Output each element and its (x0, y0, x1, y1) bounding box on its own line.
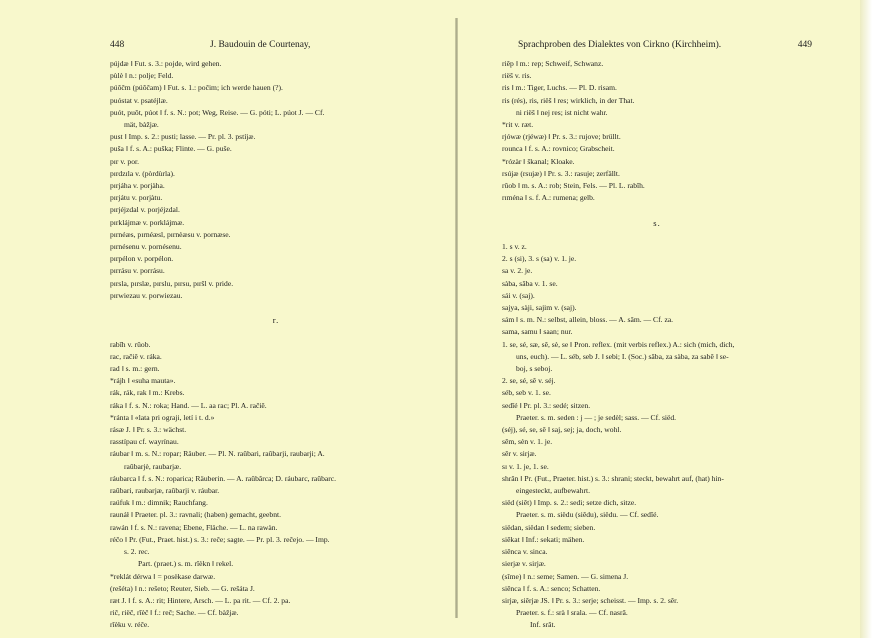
dictionary-line: sajya, sàji, sajim v. (saj). (502, 303, 577, 313)
dictionary-line: pújdæ ‖ Fut. s. 3.: pojde, wird gehen. (110, 59, 222, 68)
dictionary-line: raûbari, raubarjæ, raûbarji v. ráubar. (110, 486, 220, 496)
dictionary-line: *rit v. ræt. (502, 120, 534, 130)
dictionary-line: ris (rés), ris, riëš ‖ res; wirklich, in der That. (502, 95, 635, 105)
dictionary-line: pɪrwiezau v. porwiezau. (110, 290, 183, 300)
dictionary-line: rad ‖ s. m.: gern. (110, 364, 160, 374)
dictionary-line: siëdan, siëdan ‖ sedem; sieben. (502, 522, 596, 532)
dictionary-line: boj, s seboj. (516, 364, 553, 374)
dictionary-line: rasstípau cf. wayrínau. (110, 437, 179, 447)
blank-line (110, 302, 442, 314)
dictionary-line: séb, seb v. 1. se. (502, 388, 551, 398)
right-running-head: Sprachproben des Dialektes von Cirkno (Kirchheim). (518, 40, 722, 50)
left-running-head: J. Baudouin de Courtenay, (210, 40, 311, 50)
left-page-number: 448 (110, 40, 125, 50)
dictionary-line: rûob ‖ m. s. A.: rob; Stein, Fels. — Pl. L. rabîh. (502, 181, 645, 191)
dictionary-line: rɪména ‖ s. f. A.: rumena; gelb. (502, 193, 595, 203)
dictionary-line: pɪrdzɪla v. (pòrdùrla). (110, 168, 175, 178)
dictionary-line: s. 2. rec. (124, 547, 150, 557)
dictionary-line: *rájh ‖ «suha mauta». (110, 376, 176, 386)
dictionary-line: sirjæ, siêrjæ JS. ‖ Pr. s. 3.: serje; scheisst. — Imp. s. 2. sêr. (502, 595, 679, 605)
dictionary-line: eingesteckt, aufbewahrt. (516, 486, 591, 496)
dictionary-line: rásæ J. ‖ Pr. s. 3.: wächst. (110, 425, 187, 435)
dictionary-line: ráubarca ‖ f. s. N.: roparica; Räuberin. — A. raûbârca; D. ráubarc, raûbarc. (110, 473, 337, 483)
blank-line (110, 326, 442, 338)
scan-edge (860, 0, 872, 638)
section-heading: r. (272, 315, 280, 326)
dictionary-line: Praeter. s. f.: srà ‖ srala. — Cf. nasrâ. (516, 608, 628, 618)
dictionary-line: sierjæ v. sirjæ. (502, 559, 546, 569)
dictionary-line: 1. s v. z. (502, 242, 527, 252)
dictionary-line: *rózàr ‖ škanal; Kloake. (502, 156, 575, 166)
dictionary-line: raúfuk ‖ m.: dimnik; Rauchfang. (110, 498, 208, 508)
dictionary-line: puóstat v. psatéjlæ. (110, 95, 168, 105)
blank-line (502, 204, 812, 216)
dictionary-line: mät, bàžjæ. (124, 120, 159, 130)
dictionary-line: réčo ‖ Pr. (Fut., Praet. hist.) s. 3.: reče; sagte. — Pr. pl. 3. rečejo. — Imp. (110, 534, 330, 544)
dictionary-line: (rešéta) ‖ n.: rešeto; Reuter, Sieb. — G. rešáta J. (110, 583, 255, 593)
dictionary-line: siênca ‖ f. s. A.: senco; Schatten. (502, 583, 601, 593)
dictionary-line: pɪrrásu v. porrásu. (110, 266, 165, 276)
dictionary-line: sái v. (saj). (502, 290, 535, 300)
dictionary-line: rac, račiê v. ráka. (110, 351, 162, 361)
dictionary-line: Praeter. s. m. siëdu (siêdu), siëdu. — Cf. sedîé. (516, 510, 659, 520)
dictionary-line: rsújæ (rsujæ) ‖ Pr. s. 3.: rasuje; zerfällt. (502, 168, 620, 178)
dictionary-line: púõčm (púõčam) ‖ Fut. s. 1.: počim; ich werde hauen (?). (110, 83, 283, 93)
dictionary-line: rič, riëč, rīèč ‖ f.: reč; Sache. — Cf. bàžjæ. (110, 608, 239, 618)
dictionary-line: pùlè ‖ n.: polje; Feld. (110, 71, 174, 81)
right-page-number: 449 (797, 40, 812, 50)
right-page-header (502, 40, 812, 54)
dictionary-line: pust ‖ Imp. s. 2.: pusti; lasse. — Pr. pl. 3. pstíjæ. (110, 132, 256, 142)
left-entries (110, 58, 442, 632)
dictionary-line: pɪrjéjzdal v. porjéjzdal. (110, 205, 180, 215)
dictionary-line: puót, puôt, púot ‖ f. s. N.: pot; Weg, Reise. — G. póti; L. púot J. — Cf. (110, 107, 325, 117)
dictionary-line: 2. se, sé, sê v. séj. (502, 376, 556, 386)
dictionary-line: sám ‖ s. m. N.: selbst, allein, bloss. — A. sâm. — Cf. za. (502, 315, 674, 325)
dictionary-line: pɪr v. por. (110, 156, 140, 166)
dictionary-line: rabîh v. rûob. (110, 339, 151, 349)
dictionary-line: sàba, sâba v. 1. se. (502, 278, 558, 288)
dictionary-line: 1. se, sé, sæ, sê, sè, se ‖ Pron. reflex. (mit verbis reflex.) A.: sich (mich, dich, (502, 339, 735, 349)
dictionary-line: pɪrjátu v. porjàtu. (110, 193, 163, 203)
dictionary-line: raûbarjè, raubarjæ. (124, 461, 182, 471)
dictionary-line: rawán ‖ f. s. N.: ravena; Ebene, Fläche. — L. na rawàn. (110, 522, 278, 532)
dictionary-line: shrân ‖ Pr. (Fut., Praeter. hist.) s. 3.: shrani; steckt, bewahrt auf, (hat) hin- (502, 473, 724, 483)
dictionary-line: pɪrklájmæ v. porklájmæ. (110, 217, 185, 227)
dictionary-line: ráka ‖ f. s. N.: roka; Hand. — L. aa rac; Pl. A. račiê. (110, 400, 267, 410)
section-heading: s. (653, 217, 661, 228)
dictionary-line: rîèku v. réče. (110, 620, 150, 630)
dictionary-line: riëš v. ris. (502, 71, 532, 81)
book-gutter (455, 18, 458, 618)
dictionary-line: ris ‖ m.: Tiger, Luchs. — Pl. D. risam. (502, 83, 617, 93)
dictionary-line: Part. (praet.) s. m. rîèkn ‖ rekel. (138, 559, 234, 569)
dictionary-line: siêkat ‖ Inf.: sekati; mähen. (502, 534, 585, 544)
dictionary-line: (séj), sé, se, sê ‖ saj, sej; ja, doch, wohl. (502, 425, 622, 435)
dictionary-line: pɪrjáha v. porjàha. (110, 181, 165, 191)
dictionary-line: pɪrnésenu v. pornésenu. (110, 242, 182, 252)
dictionary-line: Praeter. s. m. seden : j — ; je sedèl; sass. — Cf. siëd. (516, 412, 677, 422)
right-entries (502, 58, 812, 632)
dictionary-line: pɪrpélon v. porpélon. (110, 254, 174, 264)
dictionary-line: (sîme) ‖ n.: seme; Samen. — G. simena J. (502, 571, 629, 581)
dictionary-line: 2. s (si), 3. s (sa) v. 1. je. (502, 254, 577, 264)
left-page (110, 40, 442, 632)
dictionary-line: sedîé ‖ Pr. pl. 3.: sedé; sitzen. (502, 400, 591, 410)
dictionary-line: sêr v. sirjæ. (502, 449, 537, 459)
left-page-header (110, 40, 442, 54)
blank-line (502, 229, 812, 241)
dictionary-line: puša ‖ f. s. A.: puška; Flinte. — G. puše. (110, 144, 232, 154)
dictionary-line: Inf. srât. (530, 620, 556, 630)
dictionary-line: rounca ‖ f. s. A.: rovnico; Grabscheit. (502, 144, 615, 154)
dictionary-line: sa v. 2. je. (502, 266, 533, 276)
dictionary-line: sɪ v. 1. je, 1. se. (502, 461, 549, 471)
dictionary-line: ræt J. ‖ f. s. A.: rit; Hintere, Arsch. — L. pa rit. — Cf. 2. pa. (110, 595, 291, 605)
dictionary-line: pɪrnéæs, pɪrnéæsl, pɪrnèæsu v. pornæse. (110, 229, 231, 239)
dictionary-line: *ránta ‖ «lata pri ograji, letí i t. d.» (110, 412, 215, 422)
dictionary-line: sêm, sèn v. 1. je. (502, 437, 553, 447)
dictionary-line: ni riëš ‖ nej res; ist nicht wahr. (516, 107, 608, 117)
dictionary-line: ráubar ‖ m. s. N.: ropar; Räuber. — Pl. N. raûbari, raûbarji, raubarji; A. (110, 449, 325, 459)
dictionary-line: rjówæ (rjéwæ) ‖ Pr. s. 3.: rujove; brüllt. (502, 132, 621, 142)
dictionary-line: uns, euch). — L. séb, seb J. ‖ sebi; I. (Soc.) sâba, za sàba, za sabê ‖ se- (516, 351, 729, 361)
dictionary-line: pɪrsla, pɪrslæ, pɪrslu, pɪrsu, pɪršl v. pride. (110, 278, 234, 288)
dictionary-line: raunáł ‖ Praeter. pl. 3.: ravnali; (haben) gemacht, geebnt. (110, 510, 282, 520)
dictionary-line: sama, samu ‖ saan; nur. (502, 327, 573, 337)
dictionary-line: *reklát dérwa ‖ = posèkase darwæ. (110, 571, 216, 581)
dictionary-line: siëd (siêt) ‖ Imp. s. 2.: sedi; setze dich, sitze. (502, 498, 637, 508)
dictionary-line: rák, rák, rak ‖ m.: Krebs. (110, 388, 185, 398)
right-page (502, 40, 812, 632)
dictionary-line: riêp ‖ m.: rep; Schweif, Schwanz. (502, 59, 604, 68)
dictionary-line: siênca v. sinca. (502, 547, 548, 557)
